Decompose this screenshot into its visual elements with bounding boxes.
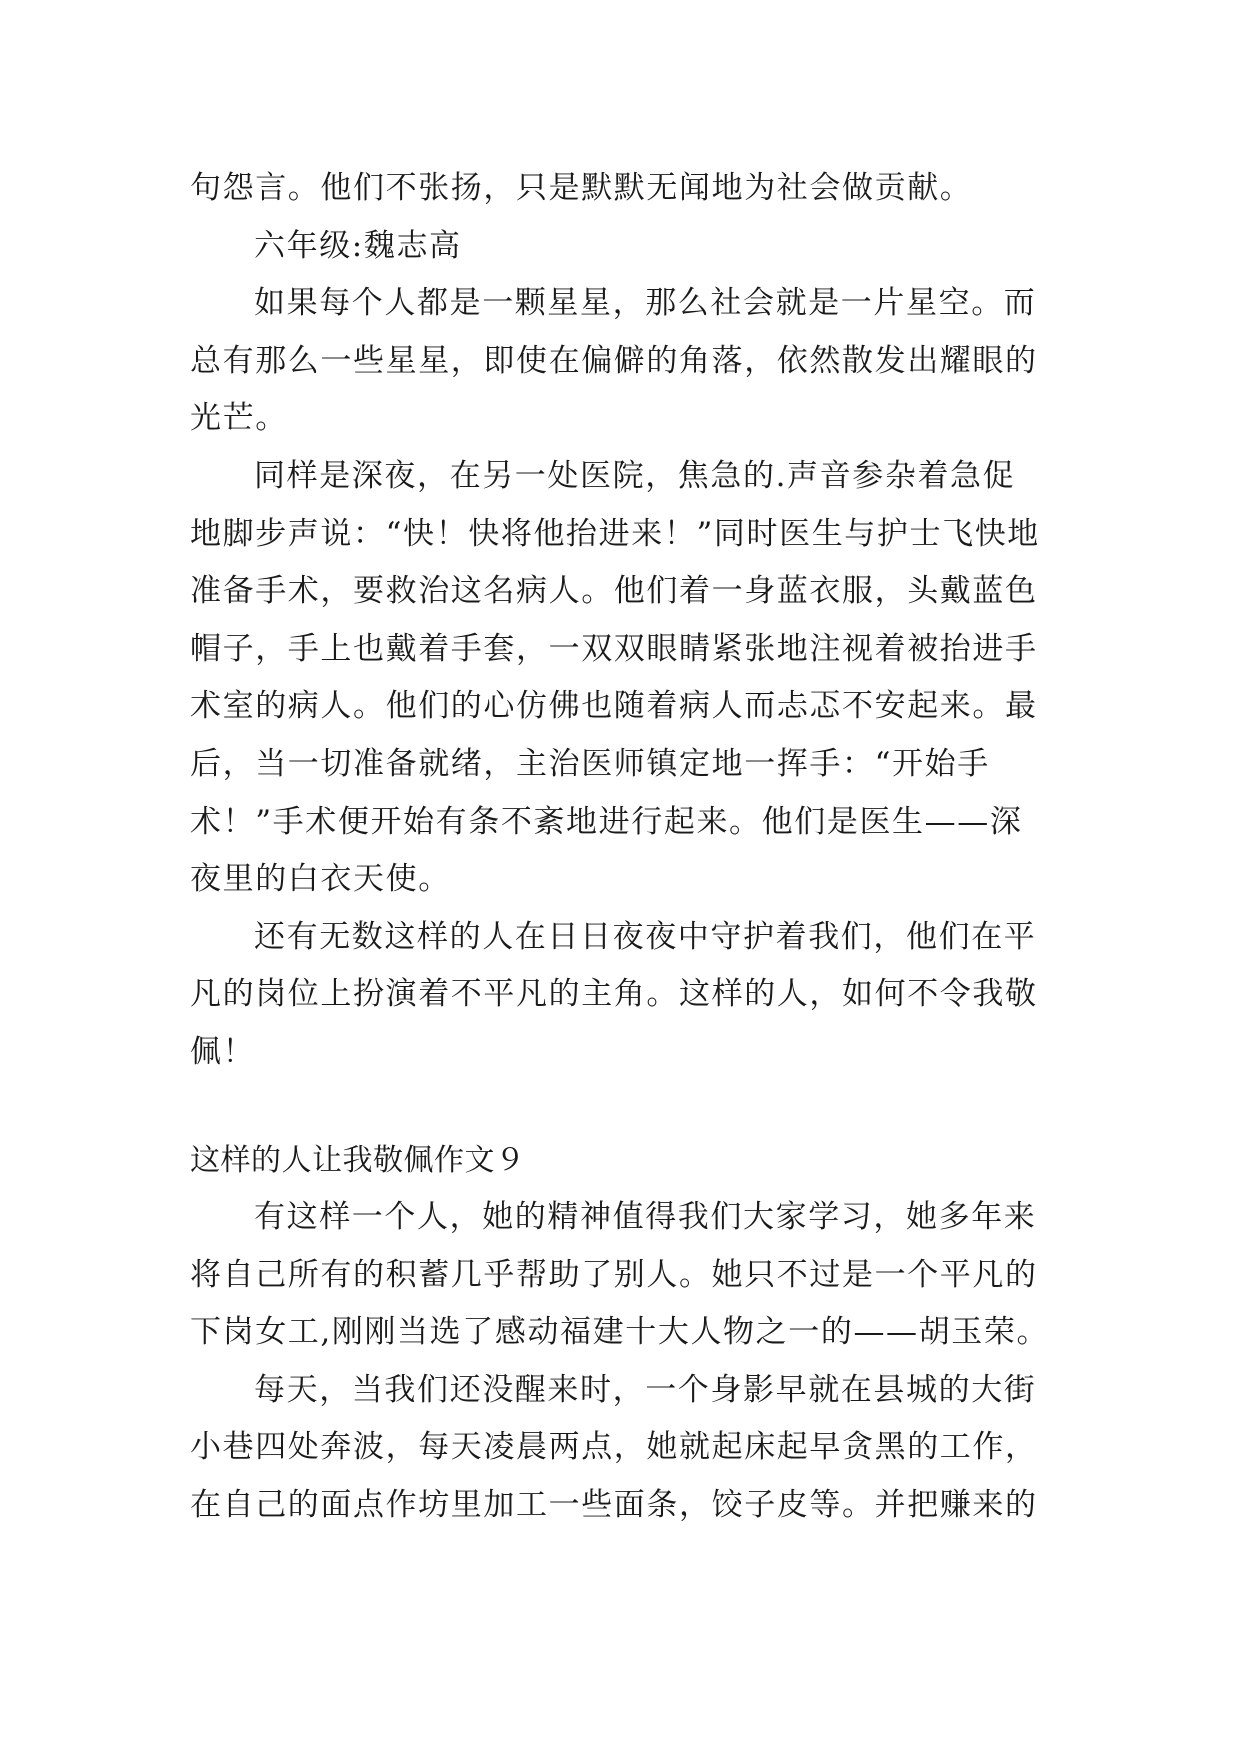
section-gap [190, 1082, 1052, 1132]
paragraph-line: 在自己的面点作坊里加工一些面条，饺子皮等。并把赚来的 [190, 1487, 1038, 1524]
paragraph-line: 有这样一个人，她的精神值得我们大家学习，她多年来 [254, 1199, 1037, 1236]
section-heading: 这样的人让我敬佩作文９ [190, 1142, 526, 1178]
paragraph-line: 夜里的白衣天使。 [190, 861, 451, 898]
paragraph-line: 后，当一切准备就绪，主治医师镇定地一挥手：“开始手 [190, 745, 990, 782]
paragraph-line: 下岗女工,刚刚当选了感动福建十大人物之一的——胡玉荣。 [190, 1314, 1050, 1351]
paragraph-line: 小巷四处奔波，每天凌晨两点，她就起床起早贪黑的工作， [190, 1429, 1038, 1466]
paragraph-line: 地脚步声说：“快！快将他抬进来！”同时医生与护士飞快地 [190, 515, 1040, 552]
paragraph-line: 同样是深夜，在另一处医院，焦急的.声音参杂着急促 [254, 457, 1016, 494]
author-line: 六年级:魏志高 [254, 227, 462, 264]
paragraph-line: 帽子，手上也戴着手套，一双双眼睛紧张地注视着被抬进手 [190, 630, 1038, 667]
document-body [190, 160, 1052, 1535]
paragraph-line: 每天，当我们还没醒来时，一个身影早就在县城的大街 [254, 1371, 1037, 1408]
paragraph-line: 术！”手术便开始有条不紊地进行起来。他们是医生——深 [190, 803, 1023, 840]
paragraph-line: 准备手术，要救治这名病人。他们着一身蓝衣服，头戴蓝色 [190, 573, 1038, 610]
paragraph-line: 术室的病人。他们的心仿佛也随着病人而忐忑不安起来。最 [190, 688, 1038, 725]
paragraph-line: 总有那么一些星星，即使在偏僻的角落，依然散发出耀眼的 [190, 342, 1038, 379]
paragraph-line: 将自己所有的积蓄几乎帮助了别人。她只不过是一个平凡的 [190, 1256, 1038, 1293]
paragraph-line: 佩！ [190, 1033, 256, 1070]
paragraph-line: 光芒。 [190, 400, 288, 437]
paragraph-line: 如果每个人都是一颗星星，那么社会就是一片星空。而 [254, 285, 1037, 322]
paragraph-line: 还有无数这样的人在日日夜夜中守护着我们，他们在平 [254, 918, 1037, 955]
paragraph-line: 句怨言。他们不张扬，只是默默无闻地为社会做贡献。 [190, 170, 973, 206]
paragraph-line: 凡的岗位上扮演着不平凡的主角。这样的人，如何不令我敬 [190, 976, 1038, 1013]
